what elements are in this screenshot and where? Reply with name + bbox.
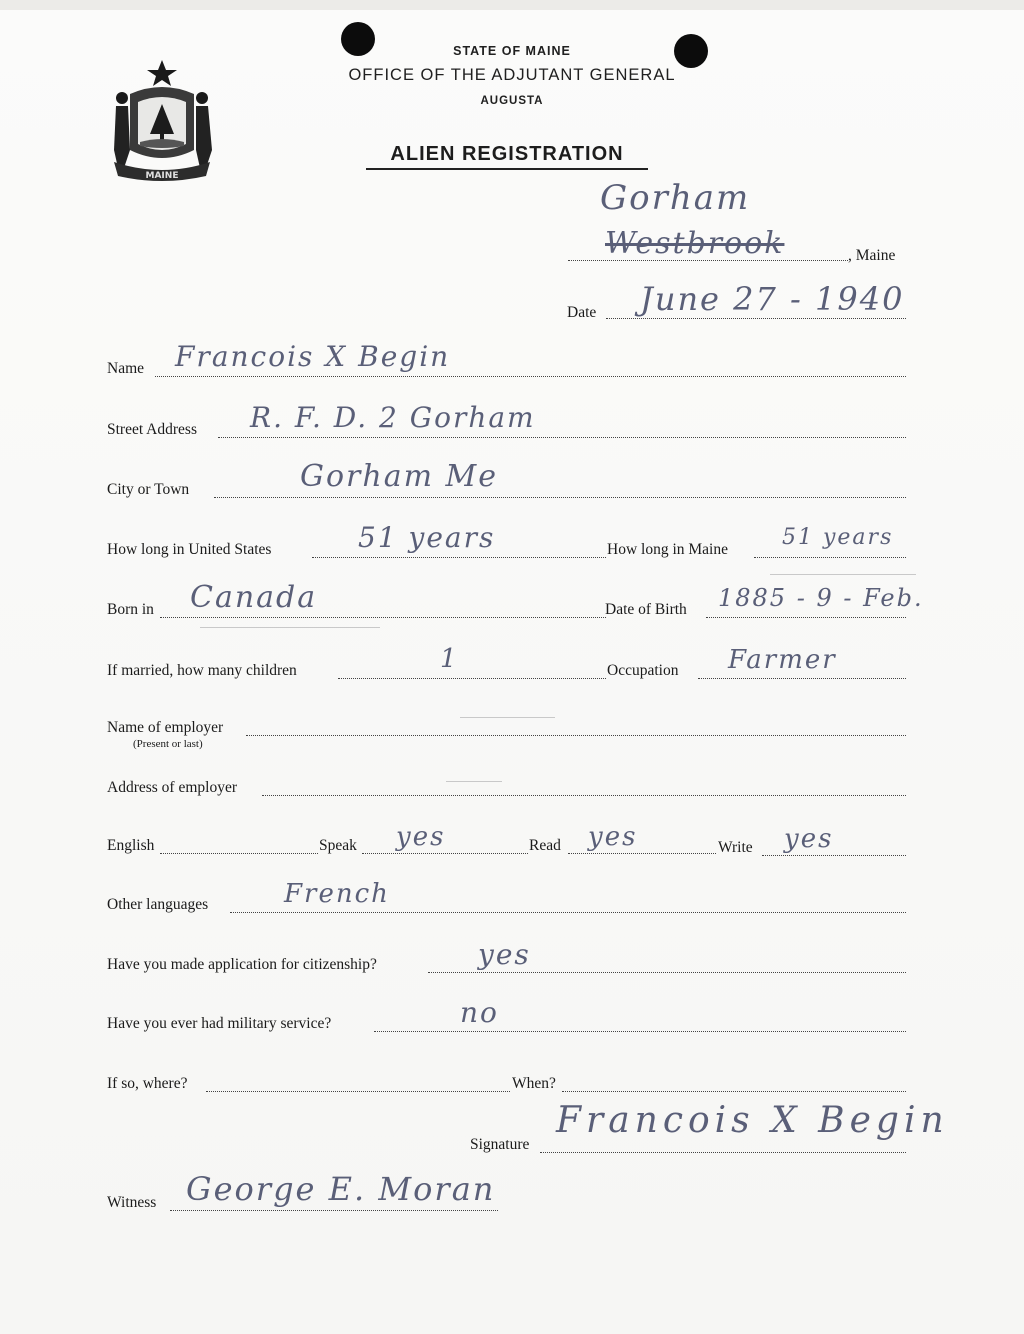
- name-line: [155, 376, 906, 377]
- other-languages-line: [230, 912, 906, 913]
- children-label: If married, how many children: [107, 662, 297, 679]
- svg-text:MAINE: MAINE: [145, 171, 179, 181]
- office-heading: OFFICE OF THE ADJUTANT GENERAL: [348, 66, 676, 84]
- read-value: yes: [588, 822, 638, 852]
- city-value: Gorham Me: [300, 459, 499, 494]
- date-value: June 27 - 1940: [640, 280, 905, 318]
- city-line: [214, 497, 906, 498]
- city-heading: AUGUSTA: [480, 95, 544, 107]
- occupation-value: Farmer: [728, 645, 837, 675]
- where-label: If so, where?: [107, 1075, 188, 1092]
- citizenship-line: [428, 972, 906, 973]
- military-line: [374, 1031, 906, 1032]
- town-struck-value: Westbrook: [605, 226, 785, 261]
- read-label: Read: [529, 837, 561, 854]
- speak-value: yes: [396, 822, 446, 852]
- signature-line: [540, 1152, 906, 1153]
- name-label: Name: [107, 360, 145, 377]
- maine-label: , Maine: [848, 247, 896, 264]
- pencil-mark: [770, 574, 916, 575]
- english-label: English: [107, 837, 155, 854]
- born-in-label: Born in: [107, 601, 154, 618]
- employer-name-label: Name of employer: [107, 719, 224, 736]
- town-line: [568, 260, 848, 261]
- date-of-birth-line: [706, 617, 906, 618]
- how-long-us-label: How long in United States: [107, 541, 272, 558]
- when-label: When?: [512, 1075, 556, 1092]
- street-line: [218, 437, 906, 438]
- street-value: R. F. D. 2 Gorham: [250, 401, 536, 434]
- where-line: [206, 1091, 510, 1092]
- write-value: yes: [784, 824, 834, 854]
- occupation-label: Occupation: [607, 662, 679, 679]
- children-value: 1: [440, 644, 459, 674]
- date-label: Date: [567, 304, 597, 321]
- employer-note-label: (Present or last): [133, 738, 203, 750]
- speak-line: [362, 853, 528, 854]
- read-line: [568, 853, 716, 854]
- when-line: [562, 1091, 906, 1092]
- pencil-mark: [446, 781, 502, 782]
- name-value: Francois X Begin: [175, 340, 451, 373]
- write-label: Write: [718, 839, 753, 856]
- date-of-birth-label: Date of Birth: [605, 601, 687, 618]
- signature-label: Signature: [470, 1136, 530, 1153]
- military-value: no: [460, 996, 499, 1029]
- street-label: Street Address: [107, 421, 197, 438]
- employer-name-line: [246, 735, 906, 736]
- speak-label: Speak: [319, 837, 357, 854]
- employer-address-line: [262, 795, 906, 796]
- how-long-us-value: 51 years: [358, 521, 496, 554]
- how-long-us-line: [312, 557, 606, 558]
- town-value: Gorham: [600, 178, 751, 218]
- city-label: City or Town: [107, 481, 190, 498]
- children-line: [338, 678, 606, 679]
- form-title: ALIEN REGISTRATION: [366, 143, 648, 170]
- military-label: Have you ever had military service?: [107, 1015, 332, 1032]
- scan-top-edge: [0, 0, 1024, 10]
- how-long-maine-label: How long in Maine: [607, 541, 728, 558]
- witness-label: Witness: [107, 1194, 157, 1211]
- other-languages-value: French: [284, 879, 390, 909]
- state-heading: STATE OF MAINE: [453, 44, 571, 58]
- occupation-line: [698, 678, 906, 679]
- born-in-line: [160, 617, 606, 618]
- write-line: [762, 855, 906, 856]
- pencil-mark: [460, 717, 555, 718]
- witness-line: [170, 1210, 498, 1211]
- pencil-mark: [200, 627, 380, 628]
- citizenship-label: Have you made application for citizenship?: [107, 956, 377, 973]
- other-languages-label: Other languages: [107, 896, 209, 913]
- signature-value: Francois X Begin: [556, 1100, 949, 1141]
- english-line: [160, 853, 318, 854]
- witness-value: George E. Moran: [186, 1170, 496, 1208]
- date-line: [606, 318, 906, 319]
- employer-address-label: Address of employer: [107, 779, 237, 796]
- how-long-maine-value: 51 years: [782, 525, 894, 550]
- how-long-maine-line: [754, 557, 906, 558]
- citizenship-value: yes: [478, 938, 531, 971]
- born-in-value: Canada: [190, 580, 318, 615]
- date-of-birth-value: 1885 - 9 - Feb.: [718, 584, 924, 612]
